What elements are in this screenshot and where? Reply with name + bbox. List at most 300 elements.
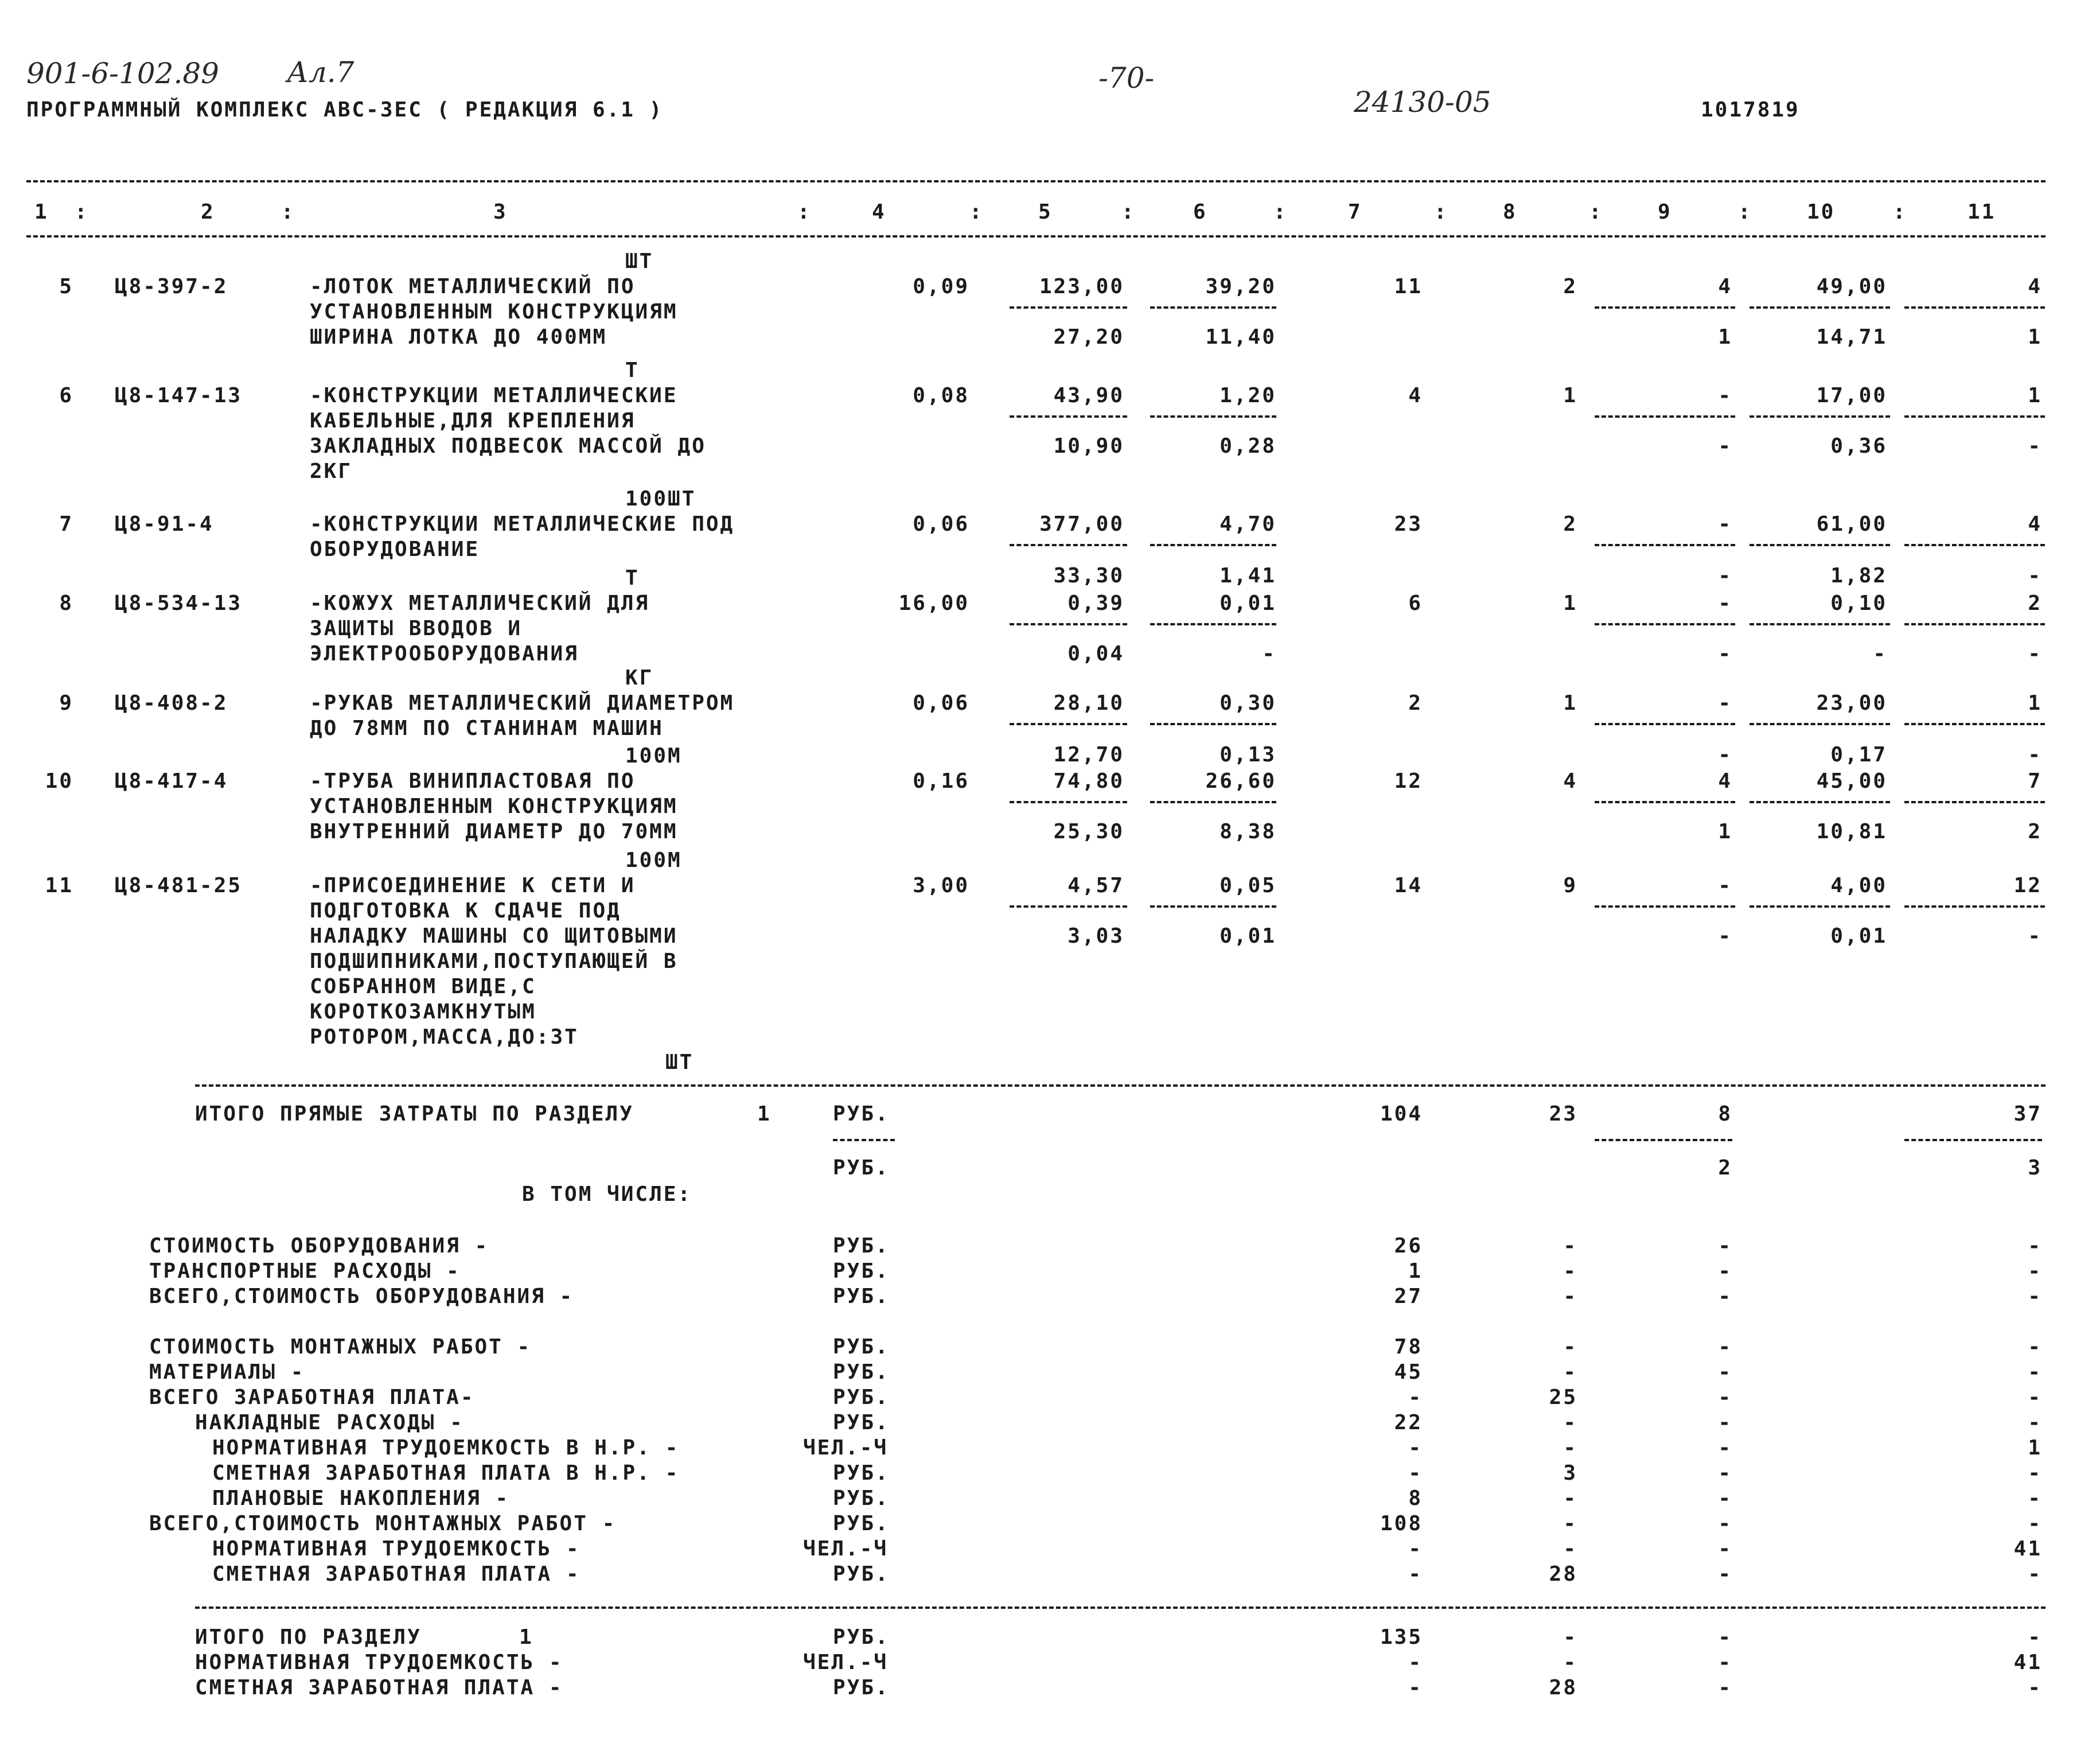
row-description: СОБРАННОМ ВИДЕ,С [310,975,536,998]
row-quantity: 0,06 [913,512,969,536]
row-col5-rule [1010,723,1127,725]
direct-costs-unit: РУБ. [833,1102,890,1126]
summary-unit: РУБ. [833,1461,890,1485]
totals-rule [195,1084,2046,1087]
row-machine-price-wages: - [1262,642,1276,666]
row-number: 11 [45,874,73,897]
row-col6-rule [1150,306,1276,309]
summary-label: СТОИМОСТЬ ОБОРУДОВАНИЯ - [149,1234,489,1258]
summary-col9: - [1718,1512,1732,1535]
summary-col7: - [1408,1436,1423,1460]
row-description: УСТАНОВЛЕННЫМ КОНСТРУКЦИЯМ [310,795,678,818]
summary-col11: 41 [2013,1537,2042,1561]
row-machine-price-wages: 1,41 [1220,564,1276,588]
row-col6-rule [1150,723,1276,725]
direct-costs-label: ИТОГО ПРЯМЫЕ ЗАТРАТЫ ПО РАЗДЕЛУ [195,1102,634,1126]
col-sep: : [75,200,89,224]
summary-col11: - [2028,1411,2042,1434]
total-col8: 23 [1549,1102,1577,1126]
row-unit: 100М [625,744,682,768]
summary-label: ВСЕГО ЗАРАБОТНАЯ ПЛАТА- [149,1386,475,1409]
row-code: Ц8-417-4 [115,769,228,793]
row-quantity: 0,16 [913,769,969,793]
row-description: ДО 78ММ ПО СТАНИНАМ МАШИН [310,717,664,740]
row-labor-total: 1 [2028,384,2042,407]
section-total-unit: РУБ. [833,1625,890,1649]
row-code: Ц8-534-13 [115,592,243,615]
row-wages: 1 [1563,691,1577,715]
section-total-col11: - [2028,1625,2042,1649]
row-description: -ПРИСОЕДИНЕНИЕ К СЕТИ И [310,874,636,897]
summary-col9: - [1718,1360,1732,1384]
section-total-col8: - [1563,1651,1577,1674]
row-description: ПОДГОТОВКА К СДАЧЕ ПОД [310,899,621,923]
total-col7: 104 [1380,1102,1423,1126]
section-total-col7: - [1408,1676,1423,1699]
row-col6-rule [1150,623,1276,625]
col-sep: : [797,200,812,224]
row-wages: 4 [1563,769,1577,793]
summary-unit: РУБ. [833,1562,890,1586]
summary-col11: - [2028,1234,2042,1258]
summary-col8: - [1563,1259,1577,1283]
summary-col11: - [2028,1487,2042,1510]
row-machine-price-wages: 8,38 [1220,820,1276,843]
row-labor: 23,00 [1816,691,1887,715]
row-machine-price-wages: 11,40 [1205,325,1276,349]
row-unit-price-wages: 12,70 [1053,743,1124,767]
row-col11-rule [1904,306,2045,309]
section-total-label: СМЕТНАЯ ЗАРАБОТНАЯ ПЛАТА - [195,1676,563,1699]
row-unit-price-wages: 33,30 [1053,564,1124,588]
row-number: 6 [59,384,73,407]
row-unit-price-wages: 3,03 [1067,924,1124,948]
summary-col7: 26 [1394,1234,1423,1258]
direct-costs-section: 1 [757,1102,772,1126]
row-labor-machines: 0,17 [1830,743,1887,767]
unit-rule [833,1139,895,1141]
summary-label: ТРАНСПОРТНЫЕ РАСХОДЫ - [149,1259,461,1283]
row-wages: 2 [1563,512,1577,536]
summary-unit: РУБ. [833,1487,890,1510]
row-col5-rule [1010,306,1127,309]
row-machines: - [1718,874,1732,897]
summary-col7: 22 [1394,1411,1423,1434]
summary-col8: 3 [1563,1461,1577,1485]
row-col11-rule [1904,723,2045,725]
row-quantity: 16,00 [898,592,969,615]
total-col9a: 8 [1718,1102,1732,1126]
section-total-col8: - [1563,1625,1577,1649]
row-number: 5 [59,275,73,298]
section-total-rule [195,1607,2046,1609]
row-col9-rule [1595,623,1735,625]
summary-col7: - [1408,1461,1423,1485]
row-unit: КГ [625,666,654,690]
row-unit: 100ШТ [625,487,696,511]
row-code: Ц8-481-25 [115,874,243,897]
row-unit: Т [625,566,640,590]
row-machines-wages: - [1718,564,1732,588]
row-col9-rule [1595,905,1735,908]
column-number: 11 [1967,200,1996,224]
row-col5-rule [1010,905,1127,908]
row-code: Ц8-147-13 [115,384,243,407]
row-quantity: 0,09 [913,275,969,298]
row-machines-wages: 1 [1718,820,1732,843]
row-unit-price-wages: 10,90 [1053,434,1124,458]
summary-col9: - [1718,1562,1732,1586]
summary-col9: - [1718,1285,1732,1308]
row-description: 2КГ [310,460,353,483]
row-machine-price: 0,05 [1220,874,1276,897]
row-unit-price: 123,00 [1039,275,1124,298]
summary-col7: 27 [1394,1285,1423,1308]
summary-unit: ЧЕЛ.-Ч [803,1436,889,1460]
total-col9-rule [1595,1139,1732,1141]
col-sep: : [1589,200,1603,224]
row-col10-rule [1750,306,1890,309]
summary-label: ПЛАНОВЫЕ НАКОПЛЕНИЯ - [212,1487,510,1510]
row-unit: ШТ [665,1051,694,1074]
row-unit-price-wages: 27,20 [1053,325,1124,349]
row-machines-wages: - [1718,743,1732,767]
row-labor: 61,00 [1816,512,1887,536]
row-col11-rule [1904,415,2045,418]
row-labor-total-b: - [2028,642,2042,666]
summary-col9: - [1718,1436,1732,1460]
row-machine-price-wages: 0,13 [1220,743,1276,767]
direct-costs-unit-2: РУБ. [833,1156,890,1180]
program-title: ПРОГРАММНЫЙ КОМПЛЕКС АВС-3ЕС ( РЕДАКЦИЯ 6.1 ) [26,98,664,122]
row-description: РОТОРОМ,МАССА,ДО:3Т [310,1025,579,1049]
row-col11-rule [1904,905,2045,908]
row-labor-total: 2 [2028,592,2042,615]
row-labor: 17,00 [1816,384,1887,407]
row-description: ЗАКЛАДНЫХ ПОДВЕСОК МАССОЙ ДО [310,434,706,458]
row-machines: 4 [1718,275,1732,298]
summary-col7: - [1408,1537,1423,1561]
col-sep: : [1273,200,1288,224]
section-total-col11: - [2028,1676,2042,1699]
row-machine-price: 26,60 [1205,769,1276,793]
section-total-col7: - [1408,1651,1423,1674]
row-description: УСТАНОВЛЕННЫМ КОНСТРУКЦИЯМ [310,300,678,324]
summary-col11: - [2028,1461,2042,1485]
summary-col11: - [2028,1386,2042,1409]
summary-col9: - [1718,1259,1732,1283]
summary-label: МАТЕРИАЛЫ - [149,1360,305,1384]
row-description: -РУКАВ МЕТАЛЛИЧЕСКИЙ ДИАМЕТРОМ [310,691,735,715]
column-number: 9 [1658,200,1672,224]
column-number: 1 [34,200,49,224]
row-total-cost: 2 [1408,691,1423,715]
column-number: 4 [872,200,886,224]
row-unit: Т [625,359,640,382]
section-total-col9: - [1718,1651,1732,1674]
summary-label: НОРМАТИВНАЯ ТРУДОЕМКОСТЬ - [212,1537,580,1561]
summary-col7: - [1408,1562,1423,1586]
section-total-col11: 41 [2013,1651,2042,1674]
row-labor-total: 1 [2028,691,2042,715]
col-sep: : [1738,200,1752,224]
section-total-col8: 28 [1549,1676,1577,1699]
row-labor-total-b: - [2028,743,2042,767]
section-total-col9: - [1718,1676,1732,1699]
row-description: -ТРУБА ВИНИПЛАСТОВАЯ ПО [310,769,636,793]
section-total-number: 1 [519,1625,533,1649]
col-sep: : [281,200,295,224]
row-description: ЭЛЕКТРООБОРУДОВАНИЯ [310,642,579,666]
row-col10-rule [1750,544,1890,546]
row-description: -ЛОТОК МЕТАЛЛИЧЕСКИЙ ПО [310,275,636,298]
row-description: НАЛАДКУ МАШИНЫ СО ЩИТОВЫМИ [310,924,678,948]
row-machines: - [1718,512,1732,536]
column-number: 5 [1038,200,1053,224]
summary-col11: - [2028,1259,2042,1283]
summary-col8: - [1563,1512,1577,1535]
column-number: 7 [1348,200,1362,224]
row-col9-rule [1595,415,1735,418]
section-total-col7: 135 [1380,1625,1423,1649]
row-description: -КОЖУХ МЕТАЛЛИЧЕСКИЙ ДЛЯ [310,592,650,615]
row-labor-machines: 0,01 [1830,924,1887,948]
column-number: 3 [493,200,508,224]
section-total-unit: ЧЕЛ.-Ч [803,1651,889,1674]
summary-label: НОРМАТИВНАЯ ТРУДОЕМКОСТЬ В Н.Р. - [212,1436,680,1460]
summary-col11: - [2028,1512,2042,1535]
row-labor-total: 4 [2028,275,2042,298]
row-number: 10 [45,769,73,793]
row-labor-machines: 10,81 [1816,820,1887,843]
summary-col11: 1 [2028,1436,2042,1460]
row-labor-total: 7 [2028,769,2042,793]
row-wages: 9 [1563,874,1577,897]
summary-col8: - [1563,1537,1577,1561]
row-total-cost: 23 [1394,512,1423,536]
row-code: Ц8-397-2 [115,275,228,298]
row-col9-rule [1595,723,1735,725]
summary-unit: РУБ. [833,1259,890,1283]
row-col6-rule [1150,801,1276,803]
document-code: 901-6-102.89 [26,57,219,90]
summary-col8: - [1563,1411,1577,1434]
row-labor-total-b: - [2028,924,2042,948]
row-labor: 49,00 [1816,275,1887,298]
summary-col8: - [1563,1285,1577,1308]
row-wages: 1 [1563,592,1577,615]
row-col5-rule [1010,415,1127,418]
row-machines-wages: 1 [1718,325,1732,349]
row-machine-price: 1,20 [1220,384,1276,407]
estimate-number: 24130-05 [1354,85,1491,119]
summary-col11: - [2028,1285,2042,1308]
row-unit: ШТ [625,250,654,273]
row-col5-rule [1010,623,1127,625]
row-machine-price: 39,20 [1205,275,1276,298]
summary-unit: РУБ. [833,1335,890,1359]
row-col9-rule [1595,801,1735,803]
summary-label: СМЕТНАЯ ЗАРАБОТНАЯ ПЛАТА - [212,1562,580,1586]
row-labor: 0,10 [1830,592,1887,615]
row-unit-price: 4,57 [1067,874,1124,897]
column-number: 6 [1193,200,1207,224]
summary-col8: - [1563,1487,1577,1510]
row-description: ВНУТРЕННИЙ ДИАМЕТР ДО 70ММ [310,820,678,843]
row-machine-price: 0,01 [1220,592,1276,615]
row-number: 9 [59,691,73,715]
summary-col8: - [1563,1335,1577,1359]
row-labor: 4,00 [1830,874,1887,897]
row-labor-total-b: - [2028,434,2042,458]
summary-col8: 28 [1549,1562,1577,1586]
row-code: Ц8-408-2 [115,691,228,715]
summary-col9: - [1718,1386,1732,1409]
row-description: ОБОРУДОВАНИЕ [310,538,480,561]
summary-col11: - [2028,1335,2042,1359]
row-machines: - [1718,691,1732,715]
row-col11-rule [1904,801,2045,803]
summary-col7: 1 [1408,1259,1423,1283]
row-col11-rule [1904,544,2045,546]
sheet-number: Ал.7 [287,56,354,89]
row-description: ЗАЩИТЫ ВВОДОВ И [310,617,523,640]
row-machines: - [1718,384,1732,407]
summary-label: ВСЕГО,СТОИМОСТЬ МОНТАЖНЫХ РАБОТ - [149,1512,617,1535]
row-quantity: 0,06 [913,691,969,715]
summary-col9: - [1718,1411,1732,1434]
row-unit-price-wages: 25,30 [1053,820,1124,843]
row-col10-rule [1750,723,1890,725]
row-unit-price: 74,80 [1053,769,1124,793]
row-description: ПОДШИПНИКАМИ,ПОСТУПАЮЩЕЙ В [310,950,678,973]
row-machines: - [1718,592,1732,615]
row-labor-total: 12 [2013,874,2042,897]
summary-label: НАКЛАДНЫЕ РАСХОДЫ - [195,1411,464,1434]
summary-col9: - [1718,1234,1732,1258]
row-machines-wages: - [1718,642,1732,666]
total-col11a: 37 [2013,1102,2042,1126]
col-sep: : [1893,200,1907,224]
col-sep: : [1121,200,1136,224]
summary-col7: 45 [1394,1360,1423,1384]
summary-unit: ЧЕЛ.-Ч [803,1537,889,1561]
row-unit-price: 28,10 [1053,691,1124,715]
row-labor-total-b: - [2028,564,2042,588]
row-description: КАБЕЛЬНЫЕ,ДЛЯ КРЕПЛЕНИЯ [310,409,636,433]
row-total-cost: 14 [1394,874,1423,897]
row-col9-rule [1595,544,1735,546]
summary-label: СМЕТНАЯ ЗАРАБОТНАЯ ПЛАТА В Н.Р. - [212,1461,680,1485]
row-code: Ц8-91-4 [115,512,214,536]
summary-label: ВСЕГО,СТОИМОСТЬ ОБОРУДОВАНИЯ - [149,1285,574,1308]
row-unit-price-wages: 0,04 [1067,642,1124,666]
page-number: -70- [1098,61,1155,95]
summary-col11: - [2028,1360,2042,1384]
summary-col7: 8 [1408,1487,1423,1510]
summary-col8: - [1563,1234,1577,1258]
row-col9-rule [1595,306,1735,309]
row-machines-wages: - [1718,924,1732,948]
row-total-cost: 6 [1408,592,1423,615]
row-unit-price: 377,00 [1039,512,1124,536]
summary-label: СТОИМОСТЬ МОНТАЖНЫХ РАБОТ - [149,1335,532,1359]
column-number: 10 [1807,200,1836,224]
column-number: 2 [201,200,215,224]
row-machines-wages: - [1718,434,1732,458]
summary-col7: - [1408,1386,1423,1409]
summary-col8: - [1563,1436,1577,1460]
summary-col9: - [1718,1461,1732,1485]
row-labor-machines: 14,71 [1816,325,1887,349]
summary-col7: 78 [1394,1335,1423,1359]
section-total-col9: - [1718,1625,1732,1649]
row-col10-rule [1750,905,1890,908]
column-number: 8 [1503,200,1517,224]
document-id: 1017819 [1701,98,1800,122]
col-sep: : [1434,200,1448,224]
row-col11-rule [1904,623,2045,625]
row-col10-rule [1750,801,1890,803]
section-total-label: ИТОГО ПО РАЗДЕЛУ [195,1625,422,1649]
row-col10-rule [1750,415,1890,418]
summary-col9: - [1718,1487,1732,1510]
row-labor-total: 4 [2028,512,2042,536]
row-unit-price: 43,90 [1053,384,1124,407]
row-labor-machines: 0,36 [1830,434,1887,458]
summary-unit: РУБ. [833,1360,890,1384]
row-unit: 100М [625,849,682,872]
row-total-cost: 4 [1408,384,1423,407]
total-col9b: 2 [1718,1156,1732,1180]
row-description: ШИРИНА ЛОТКА ДО 400ММ [310,325,607,349]
row-machines: 4 [1718,769,1732,793]
row-labor-total-b: 2 [2028,820,2042,843]
row-col5-rule [1010,544,1127,546]
summary-col9: - [1718,1537,1732,1561]
summary-col8: 25 [1549,1386,1577,1409]
row-quantity: 3,00 [913,874,969,897]
col-sep: : [969,200,984,224]
row-total-cost: 12 [1394,769,1423,793]
summary-col8: - [1563,1360,1577,1384]
row-wages: 1 [1563,384,1577,407]
summary-unit: РУБ. [833,1234,890,1258]
including-label: В ТОМ ЧИСЛЕ: [522,1183,692,1206]
row-col6-rule [1150,415,1276,418]
row-labor-machines: - [1873,642,1887,666]
header-bottom-rule [26,235,2046,238]
row-total-cost: 11 [1394,275,1423,298]
row-unit-price: 0,39 [1067,592,1124,615]
row-description: -КОНСТРУКЦИИ МЕТАЛЛИЧЕСКИЕ ПОД [310,512,735,536]
row-col10-rule [1750,623,1890,625]
row-col5-rule [1010,801,1127,803]
summary-unit: РУБ. [833,1411,890,1434]
summary-unit: РУБ. [833,1285,890,1308]
row-labor-machines: 1,82 [1830,564,1887,588]
summary-unit: РУБ. [833,1386,890,1409]
section-total-unit: РУБ. [833,1676,890,1699]
row-description: -КОНСТРУКЦИИ МЕТАЛЛИЧЕСКИЕ [310,384,678,407]
header-top-rule [26,180,2046,182]
row-machine-price: 0,30 [1220,691,1276,715]
row-description: КОРОТКОЗАМКНУТЫМ [310,1000,536,1024]
section-total-label: НОРМАТИВНАЯ ТРУДОЕМКОСТЬ - [195,1651,563,1674]
row-number: 8 [59,592,73,615]
row-col6-rule [1150,905,1276,908]
total-col11-rule [1904,1139,2042,1141]
